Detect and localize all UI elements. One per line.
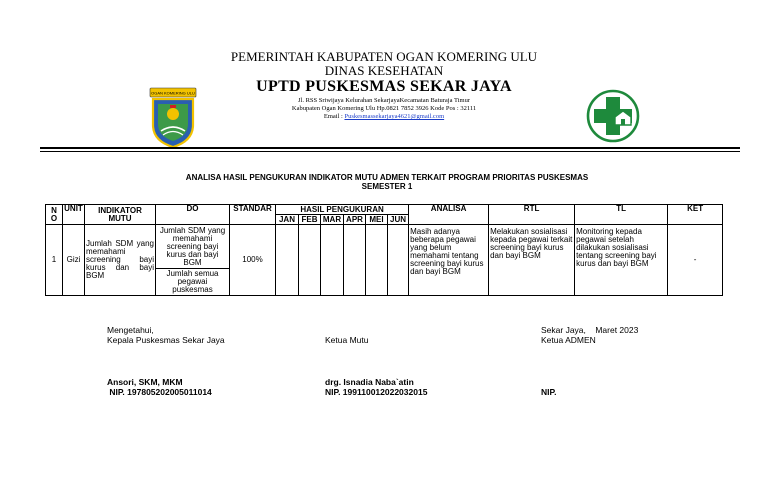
document-subtitle: SEMESTER 1 — [361, 182, 413, 191]
sig-left-line1: Mengetahui, — [107, 325, 154, 335]
sig-left-name: Ansori, SKM, MKM — [107, 377, 183, 387]
regency-emblem-icon — [147, 87, 199, 149]
letterhead-department: DINAS KESEHATAN — [324, 63, 444, 78]
header-no: N O — [46, 205, 63, 225]
puskesmas-logo-icon — [586, 89, 640, 143]
row-month-value — [276, 225, 299, 296]
header-do: DO — [156, 205, 230, 225]
sig-right-nip: NIP. — [541, 387, 557, 397]
sig-right-place-date: Sekar Jaya, Maret 2023 — [541, 325, 639, 335]
row-month-value — [321, 225, 344, 296]
letterhead-divider-thick — [40, 147, 740, 149]
row-unit: Gizi — [63, 225, 85, 296]
indicator-analysis-table — [45, 204, 723, 296]
row-ket: - — [668, 225, 723, 296]
sig-middle-role: Ketua Mutu — [325, 335, 369, 345]
letterhead-email-line — [0, 113, 768, 120]
letterhead-address-line2: Kabupaten Ogan Komering Ulu Hp.0821 7852 3926 Kode Pos : 32111 — [291, 105, 477, 112]
header-tl: TL — [575, 205, 668, 225]
header-analisa: ANALISA — [409, 205, 489, 225]
sig-right-role: Ketua ADMEN — [541, 335, 596, 345]
header-hasil-pengukuran: HASIL PENGUKURAN — [276, 205, 409, 215]
sig-left-nip: NIP. 197805202005011014 — [107, 387, 212, 397]
email-link[interactable]: Puskesmassekarjaya4621@gmail.com — [344, 113, 445, 120]
row-no: 1 — [46, 225, 63, 296]
emblem-banner-text: OGAN KOMERING ULU — [151, 90, 195, 96]
row-indikator: Jumlah SDM yang memahami screening bayi kurus dan bayi BGM — [85, 225, 156, 296]
row-tl: Monitoring kepada pegawai setelah dilakukan sosialisasi tentang screening bayi kurus dan bayi BGM — [575, 225, 668, 296]
email-label: Email : — [323, 113, 345, 120]
row-month-value — [366, 225, 388, 296]
row-month-value — [299, 225, 321, 296]
letterhead-address-line1: Jl. RSS Sriwijaya Kelurahan SekarjayaKecamatan Baturaja Timur — [297, 97, 471, 104]
row-rtl: Melakukan sosialisasi kepada pegawai terkait screening bayi kurus dan bayi BGM — [489, 225, 575, 296]
header-unit: UNIT — [63, 205, 85, 225]
header-month: APR — [344, 215, 366, 225]
letterhead-government: PEMERINTAH KABUPATEN OGAN KOMERING ULU — [230, 49, 538, 64]
letterhead-unit: UPTD PUSKESMAS SEKAR JAYA — [256, 78, 512, 95]
header-standar: STANDAR — [230, 205, 276, 225]
sig-middle-nip: NIP. 199110012022032015 — [325, 387, 428, 397]
row-month-value — [344, 225, 366, 296]
header-month: MEI — [366, 215, 388, 225]
row-analisa: Masih adanya beberapa pegawai yang belum memahami tentang screening bayi kurus dan bayi BGM — [409, 225, 489, 296]
header-month: MAR — [321, 215, 344, 225]
header-month: JAN — [276, 215, 299, 225]
header-month: JUN — [388, 215, 409, 225]
sig-middle-name: drg. Isnadia Naba`atin — [325, 377, 414, 387]
sig-left-line2: Kepala Puskesmas Sekar Jaya — [107, 335, 225, 345]
row-month-value — [388, 225, 409, 296]
header-indikator: INDIKATOR MUTU — [85, 205, 156, 225]
row-standar: 100% — [230, 225, 276, 296]
row-do-denominator: Jumlah semua pegawai puskesmas — [156, 269, 230, 296]
header-rtl: RTL — [489, 205, 575, 225]
document-title: ANALISA HASIL PENGUKURAN INDIKATOR MUTU ADMEN TERKAIT PROGRAM PRIORITAS PUSKESMAS — [185, 173, 589, 182]
row-do-numerator: Jumlah SDM yang memahami screening bayi kurus dan bayi BGM — [156, 225, 230, 269]
letterhead-divider-thin — [40, 151, 740, 152]
header-ket: KET — [668, 205, 723, 225]
header-month: FEB — [299, 215, 321, 225]
